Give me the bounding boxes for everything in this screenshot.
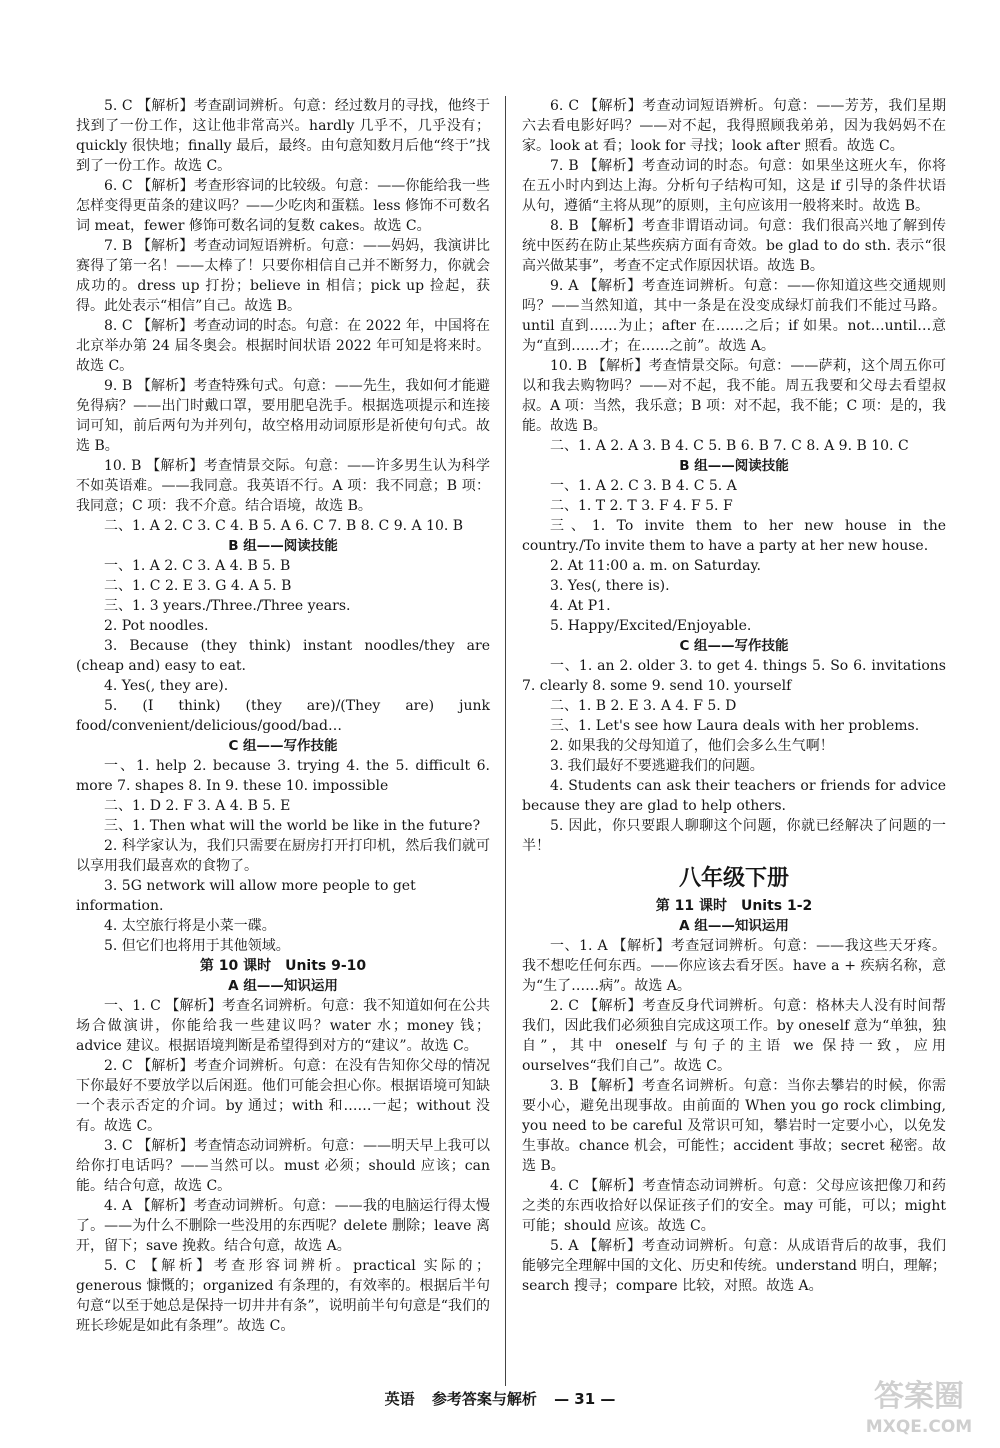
left-column-paragraph: 一、1. A 2. C 3. A 4. B 5. B bbox=[104, 558, 291, 574]
left-column-paragraph: 一、1. help 2. because 3. trying 4. the 5. difficult 6. more 7. shapes 8. In 9. these 10. impossible bbox=[76, 758, 490, 794]
right-column-paragraph: 第 11 课时 Units 1-2 bbox=[655, 898, 813, 914]
right-column-paragraph: 10. B 【解析】考查情景交际。句意：——萨莉，这个周五你可以和我去购物吗？——对不起，我不能。周五我要和父母去看望叔叔。A 项：当然，我乐意；B 项：对不起，我不能；C 项：是的，我能。故选 B。 bbox=[522, 358, 946, 434]
left-column-paragraph: 4. 太空旅行将是小菜一碟。 bbox=[104, 918, 276, 934]
right-column-paragraph: 8. B 【解析】考查非谓语动词。句意：我们很高兴地了解到传统中医药在防止某些疾病方面有奇效。be glad to do sth. 表示“很高兴做某事”，考查不定式作原因状语。故选 B。 bbox=[522, 218, 946, 274]
right-column-paragraph: 4. At P1. bbox=[550, 598, 611, 614]
right-column-paragraph: 二、1. A 2. A 3. B 4. C 5. B 6. B 7. C 8. A 9. B 10. C bbox=[550, 438, 909, 454]
left-column-paragraph: 4. Yes(, they are). bbox=[104, 678, 229, 694]
right-column-paragraph: 7. B 【解析】考查动词的时态。句意：如果坐这班火车，你将在五小时内到达上海。分析句子结构可知，这是 if 引导的条件状语从句，遵循“主将从现”的原则，主句应该用一般将来时。故选 B。 bbox=[522, 158, 946, 214]
left-column-paragraph: 3. Because (they think) instant noodles/they are (cheap and) easy to eat. bbox=[76, 638, 490, 674]
right-column-paragraph: 3. Yes(, there is). bbox=[550, 578, 670, 594]
left-column-paragraph: 5. C 【解析】考查形容词辨析。practical 实际的；generous 慷慨的；organized 有条理的，有效率的。根据后半句句意“以至于她总是保持一切井井有条”，说明前半句句意是“我们的班长珍妮是如此有条理”。故选 C。 bbox=[76, 1258, 490, 1334]
left-column-paragraph: 5. 但它们也将用于其他领域。 bbox=[104, 938, 290, 954]
left-column-paragraph: A 组——知识运用 bbox=[228, 978, 338, 994]
right-column-paragraph: 一、1. A 【解析】考查冠词辨析。句意：——我这些天牙疼。我不想吃任何东西。——你应该去看牙医。have a + 疾病名称，意为“生了……病”。故选 A。 bbox=[522, 938, 946, 994]
right-column-paragraph: 二、1. T 2. T 3. F 4. F 5. F bbox=[550, 498, 733, 514]
right-column-paragraph: B 组——阅读技能 bbox=[679, 458, 789, 474]
left-column-paragraph: 8. C 【解析】考查动词的时态。句意：在 2022 年，中国将在北京举办第 24 届冬奥会。根据时间状语 2022 年可知是将来时。故选 C。 bbox=[76, 318, 490, 374]
left-column-paragraph: 9. B 【解析】考查特殊句式。句意：——先生，我如何才能避免得病？——出门时戴口罩，要用肥皂洗手。根据选项提示和连接词可知，前后两句为并列句，故空格用动词原形是祈使句句式。故选 B。 bbox=[76, 378, 490, 454]
left-column-paragraph: 2. Pot noodles. bbox=[104, 618, 209, 634]
right-column-paragraph: 5. A 【解析】考查动词辨析。句意：从成语背后的故事，我们能够完全理解中国的文化、历史和传统。understand 明白，理解；search 搜寻；compare 比较，对照。故选 A。 bbox=[522, 1238, 946, 1294]
left-column-paragraph: 2. C 【解析】考查介词辨析。句意：在没有告知你父母的情况下你最好不要放学以后闲逛。他们可能会担心你。根据语境可知缺一个表示否定的介词。by 通过；with 和……一起；without 没有。故选 C。 bbox=[76, 1058, 490, 1134]
column-divider bbox=[505, 96, 506, 1386]
left-column-paragraph: 二、1. D 2. F 3. A 4. B 5. E bbox=[104, 798, 291, 814]
right-column-paragraph: 一、1. an 2. older 3. to get 4. things 5. So 6. invitations 7. clearly 8. some 9. send 10. yourself bbox=[522, 658, 946, 694]
left-column-paragraph: 三、1. 3 years./Three./Three years. bbox=[104, 598, 351, 614]
right-column-paragraph: 一、1. A 2. C 3. B 4. C 5. A bbox=[550, 478, 737, 494]
right-column-paragraph: 三、1. Let's see how Laura deals with her problems. bbox=[550, 718, 920, 734]
left-column-paragraph: 2. 科学家认为，我们只需要在厨房打开打印机，然后我们就可以享用我们最喜欢的食物了。 bbox=[76, 838, 490, 874]
left-column-paragraph: 6. C 【解析】考查形容词的比较级。句意：——你能给我一些怎样变得更苗条的建议吗？——少吃肉和蛋糕。less 修饰不可数名词 meat，fewer 修饰可数名词的复数 cakes。故选 C。 bbox=[76, 178, 490, 234]
right-column-paragraph: 2. At 11:00 a. m. on Saturday. bbox=[550, 558, 761, 574]
right-column-paragraph: 5. 因此，你只要跟人聊聊这个问题，你就已经解决了问题的一半！ bbox=[522, 818, 946, 854]
left-column-paragraph: 三、1. Then what will the world be like in the future? bbox=[104, 818, 481, 834]
right-column-paragraph: 3. 我们最好不要逃避我们的问题。 bbox=[550, 758, 764, 774]
right-column-paragraph: 2. 如果我的父母知道了，他们会多么生气啊！ bbox=[550, 738, 834, 754]
left-column-paragraph: 5. C 【解析】考查副词辨析。句意：经过数月的寻找，他终于找到了一份工作，这让他非常高兴。hardly 几乎不，几乎没有；quickly 很快地；finally 最后，最终。由句意知数月后他“终于”找到了一份工作。故选 C。 bbox=[76, 98, 490, 174]
watermark-logo bbox=[848, 1372, 990, 1438]
left-column-paragraph: 4. A 【解析】考查动词辨析。句意：——我的电脑运行得太慢了。——为什么不删除一些没用的东西呢？delete 删除；leave 离开，留下；save 挽救。结合句意，故选 A。 bbox=[76, 1198, 490, 1254]
right-column-paragraph: 9. A 【解析】考查连词辨析。句意：——你知道这些交通规则吗？——当然知道，其中一条是在没变成绿灯前我们不能过马路。until 直到……为止；after 在……之后；if 如果。not…until…意为“直到……才；在……之前”。故选 A。 bbox=[522, 278, 946, 354]
watermark-url: MXQE.COM bbox=[865, 1417, 973, 1437]
right-column-paragraph: 2. C 【解析】考查反身代词辨析。句意：格林夫人没有时间帮我们，因此我们必须独自完成这项工作。by oneself 意为“单独，独自”，其中 oneself 与句子的主语 we 保持一致，应用 ourselves“我们自己”。故选 C。 bbox=[522, 998, 946, 1074]
left-column-paragraph: C 组——写作技能 bbox=[228, 738, 338, 754]
right-column-paragraph: 3. B 【解析】考查名词辨析。句意：当你去攀岩的时候，你需要小心，避免出现事故。由前面的 When you go rock climbing, you need to be careful 及常识可知，攀岩时一定要小心，以免发生事故。chance 机会，可能性；accident 事故；secret 秘密。故选 B。 bbox=[522, 1078, 946, 1174]
watermark-text: 答案圈 bbox=[874, 1379, 964, 1414]
right-column-paragraph: 4. Students can ask their teachers or friends for advice because they are glad to help others. bbox=[522, 778, 946, 814]
left-column-paragraph: 一、1. C 【解析】考查名词辨析。句意：我不知道如何在公共场合做演讲，你能给我一些建议吗？water 水；money 钱；advice 建议。根据语境判断是希望得到对方的“建议”。故选 C。 bbox=[76, 998, 490, 1054]
right-column bbox=[522, 96, 946, 1296]
right-column-paragraph: 八年级下册 bbox=[678, 866, 789, 891]
page-number: — 31 — bbox=[554, 1390, 616, 1408]
right-column-paragraph: 4. C 【解析】考查情态动词辨析。句意：父母应该把像刀和药之类的东西收拾好以保证孩子们的安全。may 可能，可以；might 可能；should 应该。故选 C。 bbox=[522, 1178, 946, 1234]
right-column-paragraph: A 组——知识运用 bbox=[679, 918, 789, 934]
footer-section: 参考答案与解析 bbox=[431, 1390, 537, 1408]
left-column-paragraph: 第 10 课时 Units 9-10 bbox=[199, 958, 367, 974]
left-column-paragraph: 二、1. A 2. C 3. C 4. B 5. A 6. C 7. B 8. C 9. A 10. B bbox=[104, 518, 464, 534]
right-column-paragraph: 5. Happy/Excited/Enjoyable. bbox=[550, 618, 752, 634]
right-column-paragraph: 三、1. To invite them to her new house in the country./To invite them to have a party at her new house. bbox=[522, 518, 946, 554]
right-column-paragraph: 6. C 【解析】考查动词短语辨析。句意：——芳芳，我们星期六去看电影好吗？——对不起，我得照顾我弟弟，因为我妈妈不在家。look at 看；look for 寻找；look after 照看。故选 C。 bbox=[522, 98, 946, 154]
left-column bbox=[76, 96, 490, 1336]
left-column-paragraph: 二、1. C 2. E 3. G 4. A 5. B bbox=[104, 578, 292, 594]
right-column-paragraph: C 组——写作技能 bbox=[679, 638, 789, 654]
left-column-paragraph: 7. B 【解析】考查动词短语辨析。句意：——妈妈，我演讲比赛得了第一名！——太棒了！只要你相信自己并不断努力，你就会成功的。dress up 打扮；believe in 相信；pick up 捡起，获得。此处表示“相信”自己。故选 B。 bbox=[76, 238, 490, 314]
left-column-paragraph: 3. C 【解析】考查情态动词辨析。句意：——明天早上我可以给你打电话吗？——当然可以。must 必须；should 应该；can 能。结合句意，故选 C。 bbox=[76, 1138, 490, 1194]
footer-subject: 英语 bbox=[384, 1390, 415, 1408]
left-column-paragraph: 3. 5G network will allow more people to get information. bbox=[76, 878, 416, 914]
left-column-paragraph: B 组——阅读技能 bbox=[228, 538, 338, 554]
left-column-paragraph: 5. (I think) (they are)/(They are) junk food/convenient/delicious/good/bad… bbox=[76, 698, 490, 734]
left-column-paragraph: 10. B 【解析】考查情景交际。句意：——许多男生认为科学不如英语难。——我同意。我英语不行。A 项：我不同意；B 项：我同意；C 项：我不介意。结合语境，故选 B。 bbox=[76, 458, 490, 514]
right-column-paragraph: 二、1. B 2. E 3. A 4. F 5. D bbox=[550, 698, 737, 714]
